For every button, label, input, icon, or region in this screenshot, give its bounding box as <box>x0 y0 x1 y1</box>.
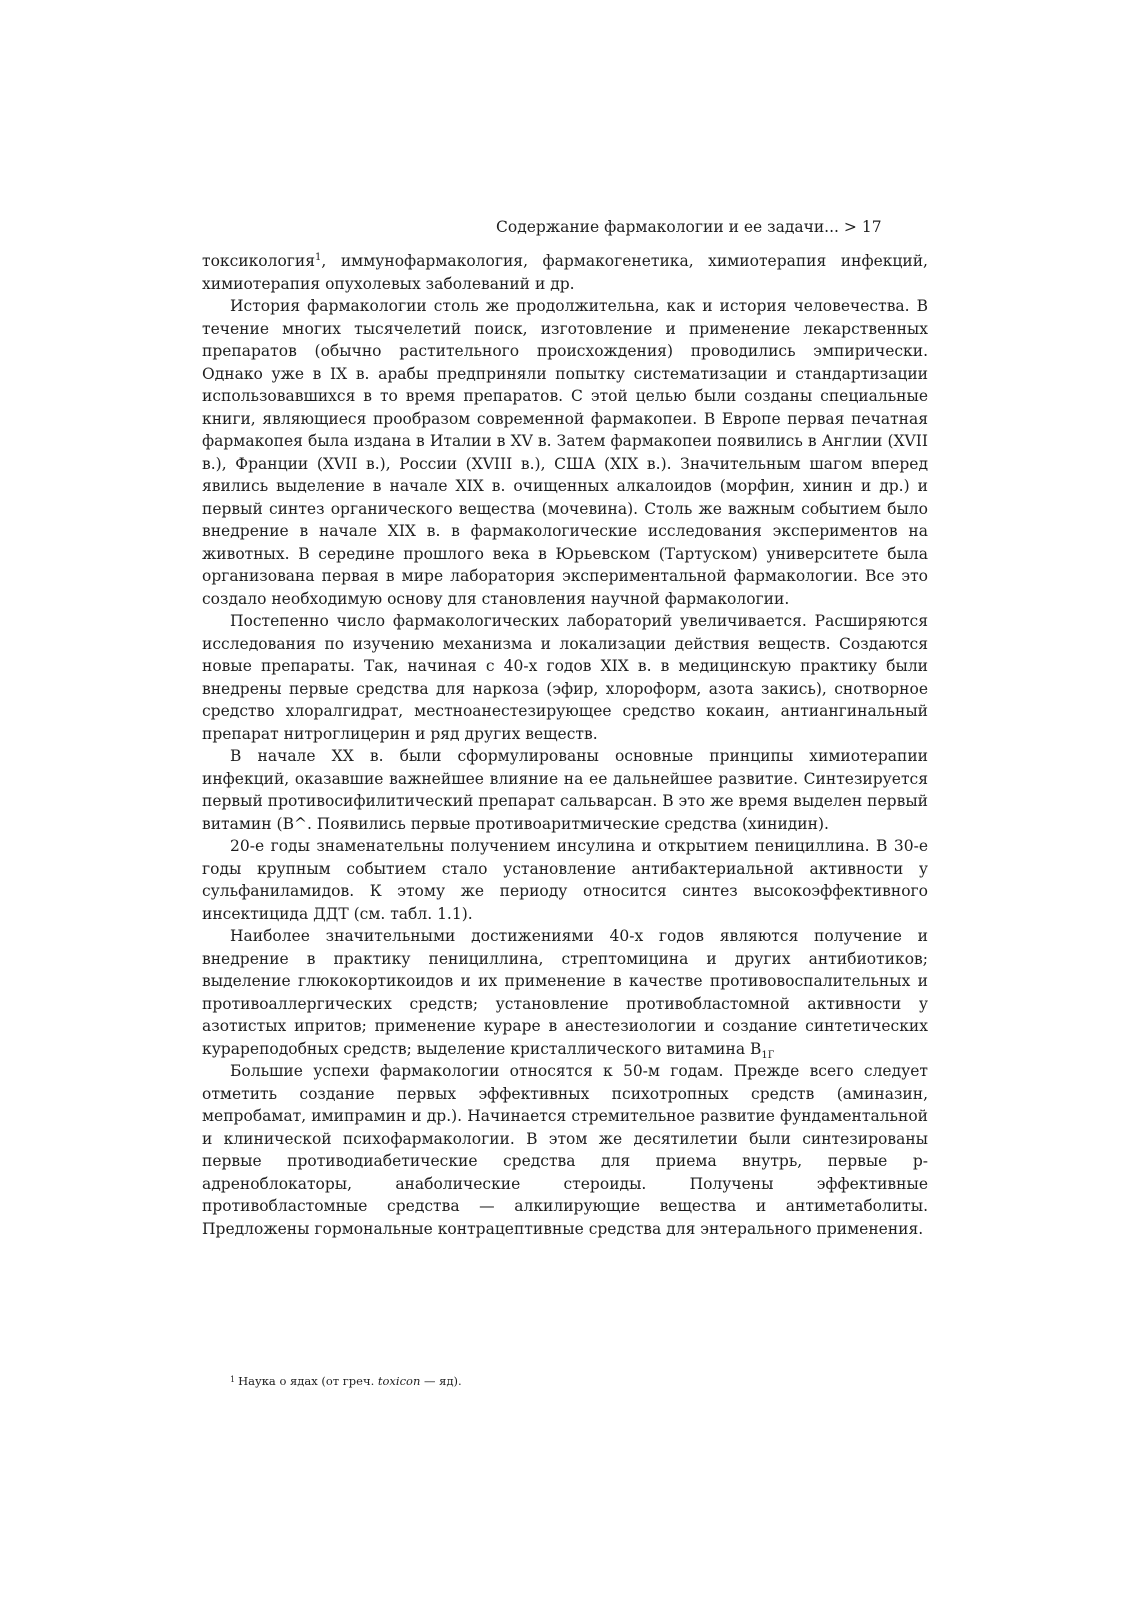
paragraph-4: В начале XX в. были сформулированы основные принципы химиотерапии инфекций, оказавшие важнейшее влияние на ее дальнейшее развитие. Синтезируется первый противосифилитический препарат сальварсан. В это же время выделен первый витамин (В^. Появились первые противоаритмические средства (хинидин). <box>202 747 928 833</box>
vitamin-subscript: 1Г <box>761 1049 775 1061</box>
running-head-title: Содержание фармакологии и ее задачи... <box>496 218 839 236</box>
running-head-separator: > <box>843 218 857 236</box>
paragraph-1-rest: , иммунофармакология, фармакогенетика, химиотерапия инфекций, химиотерапия опухолевых заболеваний и др. <box>202 252 928 293</box>
paragraph-2: История фармакологии столь же продолжительна, как и история человечества. В течение многих тысячелетий поиск, изготовление и применение лекарственных препаратов (обычно растительного происхождения) проводились эмпирически. Однако уже в IX в. арабы предприняли попытку систематизации и стандартизации использовавшихся в то время препаратов. С этой целью были созданы специальные книги, являющиеся прообразом современной фармакопеи. В Европе первая печатная фармакопея была издана в Италии в XV в. Затем фармакопеи появились в Англии (XVII в.), Франции (XVII в.), России (XVIII в.), США (XIX в.). Значительным шагом вперед явились выделение в начале XIX в. очищенных алкалоидов (морфин, хинин и др.) и первый синтез органического вещества (мочевина). Столь же важным событием было внедрение в начале XIX в. в фармакологические исследования экспериментов на животных. В середине прошлого века в Юрьевском (Тартуском) университете была организована первая в мире лаборатория экспериментальной фармакологии. Все это создало необходимую основу для становления научной фармакологии. <box>202 297 928 608</box>
paragraph-1 <box>202 250 928 295</box>
paragraph-1-start: токсикология <box>202 252 316 270</box>
page-number: 17 <box>861 218 882 236</box>
footnote-text-end: — яд). <box>420 1374 462 1388</box>
paragraph-6 <box>202 925 928 1060</box>
footnote-reference: 1 <box>315 251 322 263</box>
body-text <box>202 250 928 1240</box>
footnote-text-start: Наука о ядах (от греч. <box>238 1374 378 1388</box>
footnote-greek-term: toxicon <box>377 1374 421 1388</box>
paragraph-3: Постепенно число фармакологических лабораторий увеличивается. Расширяются исследования по изучению механизма и локализации действия веществ. Создаются новые препараты. Так, начиная с 40-х годов XIX в. в медицинскую практику были внедрены первые средства для наркоза (эфир, хлороформ, азота закись), снотворное средство хлоралгидрат, местноанестезирующее средство кокаин, антиангинальный препарат нитроглицерин и ряд других веществ. <box>202 612 928 743</box>
paragraph-7: Большие успехи фармакологии относятся к 50-м годам. Прежде всего следует отметить создание первых эффективных психотропных средств (аминазин, мепробамат, имипрамин и др.). Начинается стремительное развитие фундаментальной и клинической психофармакологии. В этом же десятилетии были синтезированы первые противодиабетические средства для приема внутрь, первые р-адреноблокаторы, анаболические стероиды. Получены эффективные противобластомные средства — алкилирующие вещества и антиметаболиты. Предложены гормональные контрацептивные средства для энтерального применения. <box>202 1062 928 1238</box>
paragraph-5: 20-е годы знаменательны получением инсулина и открытием пенициллина. В 30-е годы крупным событием стало установление антибактериальной активности у сульфаниламидов. К этому же периоду относится синтез высокоэффективного инсектицида ДДТ (см. табл. 1.1). <box>202 837 928 923</box>
footnote-mark: 1 <box>230 1375 236 1384</box>
paragraph-6-text: Наиболее значительными достижениями 40-х годов являются получение и внедрение в практику пенициллина, стрептомицина и других антибиотиков; выделение глюкокортикоидов и их применение в качестве противовоспалительных и противоаллергических средств; установление противобластомной активности у азотистых ипритов; применение кураре в анестезиологии и создание синтетических курареподобных средств; выделение кристаллического витамина B <box>202 927 928 1058</box>
footnote <box>230 1372 830 1389</box>
running-head <box>496 217 882 237</box>
